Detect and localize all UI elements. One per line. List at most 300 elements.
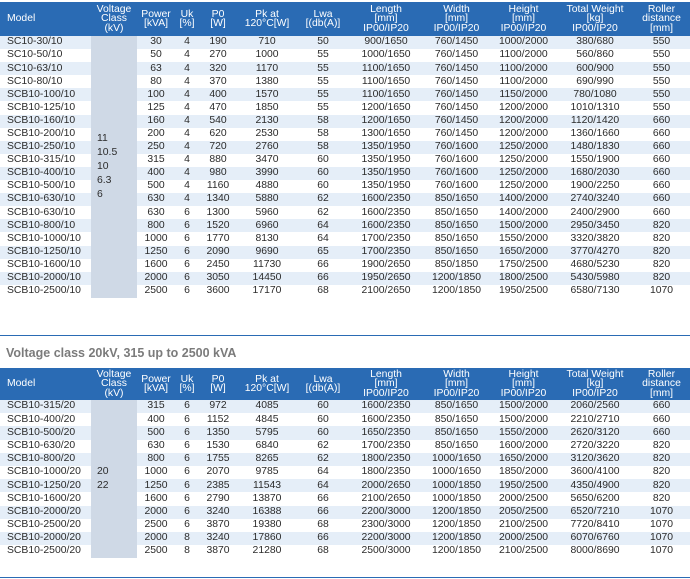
cell-p0: 2070 [206,466,230,478]
header-power: Power [kVA] [137,368,175,400]
cell-roller-distance: 820 [633,453,690,466]
cell-uk: 4 [175,36,199,49]
cell-power: 630 [147,206,165,218]
cell-uk: 6 [175,453,199,466]
header-width: Width [mm] IP00/IP20 [423,368,490,400]
cell-length: 900/1650 [349,36,423,49]
cell-height: 1500/2000 [490,219,557,232]
cell-pk: 17860 [237,532,297,545]
cell-roller-distance: 660 [633,141,690,154]
cell-model: SC10-63/10 [0,62,91,75]
voltage-class-cell [91,36,137,298]
cell-roller-distance: 550 [652,49,671,61]
cell-uk: 4 [184,49,190,61]
cell-uk: 4 [184,101,190,113]
cell-p0: 2385 [199,479,237,492]
voltage-class-cell [91,400,137,558]
cell-length: 1800/2350 [361,466,411,478]
cell-roller-distance: 820 [633,219,690,232]
cell-roller-distance: 820 [652,232,671,244]
cell-uk: 6 [175,272,199,285]
cell-pk: 16388 [237,506,297,519]
table-header-row [0,368,690,400]
cell-power: 1600 [144,258,168,270]
cell-power: 63 [137,62,175,75]
cell-model: SC10-50/10 [7,49,63,61]
cell-pk: 4880 [255,180,279,192]
cell-total-weight: 560/860 [576,49,614,61]
header-uk: Uk [%] [175,368,199,400]
cell-uk: 4 [184,180,190,192]
cell-pk: 6960 [237,219,297,232]
cell-lwa: 62 [297,453,349,466]
voltage-class-value: 22 [97,480,109,492]
cell-total-weight: 1900/2250 [570,180,620,192]
header-uk: Uk [%] [175,2,199,36]
cell-pk: 1850 [255,101,279,113]
cell-total-weight: 3770/4270 [557,246,633,259]
cell-length: 2500/3000 [361,545,411,557]
cell-height: 1550/2000 [490,426,557,439]
cell-height: 1400/2000 [498,206,549,218]
cell-uk: 4 [184,75,190,87]
cell-pk: 17170 [252,285,282,297]
cell-power: 1000 [144,466,168,478]
cell-roller-distance: 1070 [633,506,690,519]
cell-lwa: 60 [317,413,329,425]
cell-p0: 3600 [206,285,230,297]
cell-length: 1000/1650 [361,49,411,61]
header-model: Model [0,2,91,36]
cell-p0: 3050 [199,272,237,285]
cell-power: 2000 [137,272,175,285]
cell-pk: 2130 [237,115,297,128]
cell-model: SCB10-800/20 [0,453,91,466]
header-voltage-class: Voltage Class (kV) [91,368,137,400]
cell-p0: 540 [199,115,237,128]
cell-lwa: 62 [317,206,329,218]
cell-pk: 13870 [252,492,282,504]
cell-p0: 1755 [199,453,237,466]
header-p0: P0 [W] [199,2,237,36]
cell-length: 1200/1650 [349,115,423,128]
cell-roller-distance: 550 [652,75,671,87]
cell-lwa: 60 [317,180,329,192]
cell-length: 2300/3000 [361,519,411,531]
cell-total-weight: 2400/2900 [570,206,620,218]
cell-lwa: 68 [317,519,329,531]
cell-total-weight: 380/680 [557,36,633,49]
header-roller-distance: Roller distance [mm] [633,2,690,36]
cell-uk: 4 [175,115,199,128]
cell-length: 1950/2650 [349,272,423,285]
cell-power: 200 [147,128,165,139]
cell-model: SCB10-500/10 [7,180,76,192]
cell-power: 630 [147,439,165,451]
cell-lwa: 58 [317,128,329,139]
cell-power: 80 [150,75,162,87]
cell-p0: 1520 [199,219,237,232]
cell-model: SCB10-2500/20 [7,545,81,557]
cell-total-weight: 1680/2030 [557,167,633,180]
cell-model: SCB10-630/10 [7,206,76,218]
cell-uk: 6 [184,258,190,270]
cell-height: 1650/2000 [490,453,557,466]
cell-model: SCB10-100/10 [0,88,91,101]
section-title-20kv: Voltage class 20kV, 315 up to 2500 kVA [6,346,237,360]
cell-height: 1400/2000 [490,193,557,206]
header-p0: P0 [W] [199,368,237,400]
cell-width: 760/1450 [423,36,490,49]
cell-pk: 8265 [237,453,297,466]
header-length: Length [mm] IP00/IP20 [349,368,423,400]
cell-power: 2500 [144,285,168,297]
spec-table-20kv [0,368,690,558]
cell-roller-distance: 550 [633,88,690,101]
cell-p0: 1350 [199,426,237,439]
cell-uk: 4 [175,141,199,154]
cell-width: 1200/1850 [431,545,482,557]
cell-lwa: 66 [317,258,329,270]
cell-width: 760/1450 [434,128,479,139]
cell-height: 2000/2500 [490,532,557,545]
cell-lwa: 64 [317,466,329,478]
cell-roller-distance: 550 [652,101,671,113]
cell-p0: 190 [199,36,237,49]
cell-length: 1350/1950 [361,180,411,192]
cell-power: 630 [137,193,175,206]
cell-model: SCB10-125/10 [7,101,76,113]
cell-roller-distance: 660 [633,167,690,180]
cell-height: 1200/2000 [498,128,549,139]
cell-width: 760/1600 [434,180,479,192]
cell-height: 2100/2500 [498,545,549,557]
cell-pk: 1000 [255,49,279,61]
cell-uk: 4 [175,88,199,101]
table-bottom-rule [0,335,690,336]
cell-roller-distance: 1070 [649,285,674,297]
cell-power: 1250 [137,479,175,492]
cell-height: 1250/2000 [498,154,549,166]
cell-lwa: 60 [297,400,349,413]
cell-pk: 1170 [237,62,297,75]
cell-roller-distance: 660 [633,115,690,128]
cell-roller-distance: 1070 [649,519,674,531]
cell-total-weight: 5650/6200 [570,492,620,504]
cell-width: 850/1650 [423,426,490,439]
header-model: Model [0,368,91,400]
cell-length: 1300/1650 [361,128,411,139]
cell-pk: 2760 [237,141,297,154]
cell-length: 1100/1650 [349,88,423,101]
cell-width: 850/1650 [434,232,479,244]
cell-width: 1200/1850 [431,519,482,531]
cell-power: 800 [137,219,175,232]
spec-table-10kv [0,2,690,298]
cell-height: 1550/2000 [498,232,549,244]
cell-uk: 6 [175,426,199,439]
cell-model: SC10-30/10 [0,36,91,49]
cell-uk: 4 [175,62,199,75]
cell-power: 2000 [137,506,175,519]
cell-lwa: 62 [297,193,349,206]
cell-width: 850/1650 [423,246,490,259]
cell-width: 760/1600 [423,141,490,154]
cell-length: 1700/2350 [361,232,411,244]
header-height: Height [mm] IP00/IP20 [490,368,557,400]
cell-p0: 1152 [206,413,230,425]
cell-model: SCB10-2500/20 [7,519,81,531]
header-voltage-class: Voltage Class (kV) [91,2,137,36]
cell-lwa: 55 [317,101,329,113]
cell-total-weight: 1010/1310 [570,101,620,113]
cell-pk: 9690 [237,246,297,259]
cell-lwa: 55 [317,49,329,61]
cell-pk: 6840 [255,439,279,451]
cell-length: 2100/2650 [361,285,411,297]
cell-model: SCB10-400/20 [7,413,76,425]
cell-model: SCB10-630/20 [7,439,76,451]
cell-model: SCB10-2000/10 [0,272,91,285]
cell-length: 1350/1950 [361,154,411,166]
cell-model: SCB10-500/20 [0,426,91,439]
cell-model: SCB10-400/10 [0,167,91,180]
cell-uk: 4 [175,167,199,180]
cell-lwa: 62 [317,439,329,451]
cell-lwa: 60 [297,167,349,180]
cell-power: 400 [147,413,165,425]
cell-power: 2500 [144,519,168,531]
cell-p0: 270 [209,49,227,61]
cell-length: 1800/2350 [349,453,423,466]
cell-roller-distance: 550 [633,36,690,49]
cell-power: 160 [137,115,175,128]
cell-lwa: 66 [297,532,349,545]
cell-total-weight: 6520/7210 [557,506,633,519]
table-row [0,400,690,413]
cell-uk: 4 [184,154,190,166]
cell-total-weight: 3120/3620 [557,453,633,466]
cell-lwa: 66 [297,506,349,519]
cell-height: 1500/2000 [498,413,549,425]
cell-width: 760/1600 [423,167,490,180]
cell-width: 1000/1650 [423,453,490,466]
cell-uk: 8 [184,545,190,557]
cell-roller-distance: 550 [633,62,690,75]
header-total-weight: Total Weight [kg] IP00/IP20 [557,368,633,400]
cell-uk: 8 [175,532,199,545]
voltage-class-value: 10 [97,160,109,172]
cell-height: 1150/2000 [490,88,557,101]
cell-model: SCB10-200/10 [7,128,76,139]
cell-height: 1650/2000 [490,246,557,259]
voltage-class-value: 6 [97,188,103,200]
cell-p0: 400 [199,88,237,101]
header-width: Width [mm] IP00/IP20 [423,2,490,36]
cell-length: 1600/2350 [361,413,411,425]
cell-lwa: 60 [297,426,349,439]
cell-pk: 8130 [255,232,279,244]
cell-height: 1750/2500 [498,258,549,270]
cell-total-weight: 1120/1420 [557,115,633,128]
header-power: Power [kVA] [137,2,175,36]
cell-p0: 980 [199,167,237,180]
cell-power: 1600 [144,492,168,504]
voltage-class-value: 10.5 [97,146,118,158]
cell-total-weight: 1360/1660 [570,128,620,139]
cell-model: SCB10-800/10 [0,219,91,232]
cell-total-weight: 2720/3220 [570,439,620,451]
cell-power: 500 [147,180,165,192]
cell-total-weight: 3600/4100 [570,466,620,478]
cell-p0: 3240 [199,532,237,545]
cell-lwa: 64 [317,232,329,244]
cell-width: 850/1650 [423,193,490,206]
voltage-class-value: 6.3 [97,174,112,186]
cell-roller-distance: 660 [652,154,671,166]
cell-height: 1250/2000 [490,141,557,154]
cell-p0: 1160 [206,180,230,192]
cell-lwa: 58 [297,115,349,128]
cell-power: 30 [137,36,175,49]
cell-uk: 6 [184,492,190,504]
cell-uk: 4 [175,193,199,206]
cell-model: SCB10-160/10 [0,115,91,128]
cell-lwa: 64 [297,219,349,232]
cell-length: 2200/3000 [349,506,423,519]
cell-model: SCB10-1000/10 [7,232,81,244]
cell-roller-distance: 820 [652,258,671,270]
cell-width: 1200/1850 [431,285,482,297]
cell-power: 125 [147,101,165,113]
cell-height: 1250/2000 [498,180,549,192]
cell-total-weight: 3320/3820 [570,232,620,244]
cell-height: 1500/2000 [490,400,557,413]
cell-lwa: 55 [297,62,349,75]
voltage-class-value: 20 [97,466,109,478]
cell-lwa: 64 [297,479,349,492]
cell-model: SCB10-1000/20 [7,466,81,478]
cell-uk: 6 [184,413,190,425]
cell-total-weight: 2210/2710 [570,413,620,425]
cell-model: SCB10-315/20 [0,400,91,413]
cell-power: 1250 [137,246,175,259]
cell-p0: 370 [209,75,227,87]
voltage-class-value: 11 [97,132,108,144]
cell-uk: 4 [184,128,190,139]
cell-p0: 1340 [199,193,237,206]
cell-model: SCB10-1250/20 [0,479,91,492]
cell-p0: 620 [209,128,227,139]
cell-roller-distance: 820 [633,246,690,259]
cell-power: 2500 [144,545,168,557]
cell-p0: 2450 [206,258,230,270]
cell-total-weight: 2950/3450 [557,219,633,232]
cell-uk: 6 [175,506,199,519]
cell-power: 315 [147,154,165,166]
cell-lwa: 50 [297,36,349,49]
cell-pk: 5795 [237,426,297,439]
cell-model: SCB10-2500/10 [7,285,81,297]
cell-uk: 6 [184,232,190,244]
cell-power: 100 [137,88,175,101]
cell-uk: 6 [184,206,190,218]
cell-width: 1000/1650 [431,466,482,478]
cell-height: 1850/2000 [498,466,549,478]
cell-p0: 3870 [206,545,230,557]
cell-power: 50 [150,49,162,61]
cell-model: SCB10-630/10 [0,193,91,206]
cell-total-weight: 1480/1830 [557,141,633,154]
cell-pk: 4085 [237,400,297,413]
cell-uk: 6 [184,466,190,478]
cell-p0: 470 [209,101,227,113]
cell-power: 800 [137,453,175,466]
cell-roller-distance: 660 [633,426,690,439]
cell-total-weight: 780/1080 [557,88,633,101]
cell-model: SCB10-2000/20 [0,532,91,545]
cell-power: 250 [137,141,175,154]
cell-model: SC10-80/10 [7,75,63,87]
cell-total-weight: 4350/4900 [557,479,633,492]
cell-model: SCB10-315/10 [7,154,76,166]
cell-roller-distance: 820 [652,492,671,504]
cell-roller-distance: 660 [652,206,671,218]
cell-p0: 972 [199,400,237,413]
cell-length: 2000/2650 [349,479,423,492]
cell-lwa: 66 [297,272,349,285]
cell-total-weight: 2060/2560 [557,400,633,413]
cell-height: 2100/2500 [498,519,549,531]
cell-uk: 6 [184,519,190,531]
cell-roller-distance: 660 [652,413,671,425]
cell-length: 1100/1650 [349,62,423,75]
cell-p0: 2090 [199,246,237,259]
cell-width: 760/1600 [434,154,479,166]
cell-pk: 1380 [255,75,279,87]
cell-pk: 14450 [237,272,297,285]
cell-p0: 720 [199,141,237,154]
cell-p0: 880 [209,154,227,166]
cell-power: 500 [137,426,175,439]
cell-length: 1600/2350 [349,219,423,232]
header-roller-distance: Roller distance [mm] [633,368,690,400]
cell-roller-distance: 1070 [649,545,674,557]
cell-pk: 11543 [237,479,297,492]
cell-height: 2050/2500 [490,506,557,519]
cell-total-weight: 1550/1900 [570,154,620,166]
table-header-row [0,2,690,36]
cell-roller-distance: 820 [633,272,690,285]
cell-lwa: 65 [297,246,349,259]
cell-roller-distance: 660 [652,128,671,139]
cell-power: 1000 [144,232,168,244]
cell-pk: 710 [237,36,297,49]
cell-height: 1250/2000 [490,167,557,180]
cell-power: 400 [137,167,175,180]
cell-lwa: 60 [317,154,329,166]
cell-length: 1900/2650 [361,258,411,270]
cell-length: 1350/1950 [349,167,423,180]
cell-pk: 5960 [255,206,279,218]
cell-total-weight: 6070/6760 [557,532,633,545]
cell-uk: 6 [184,285,190,297]
cell-width: 1200/1850 [423,506,490,519]
cell-height: 1100/2000 [499,75,548,87]
cell-total-weight: 4680/5230 [570,258,620,270]
cell-width: 760/1450 [434,49,479,61]
cell-total-weight: 2740/3240 [557,193,633,206]
